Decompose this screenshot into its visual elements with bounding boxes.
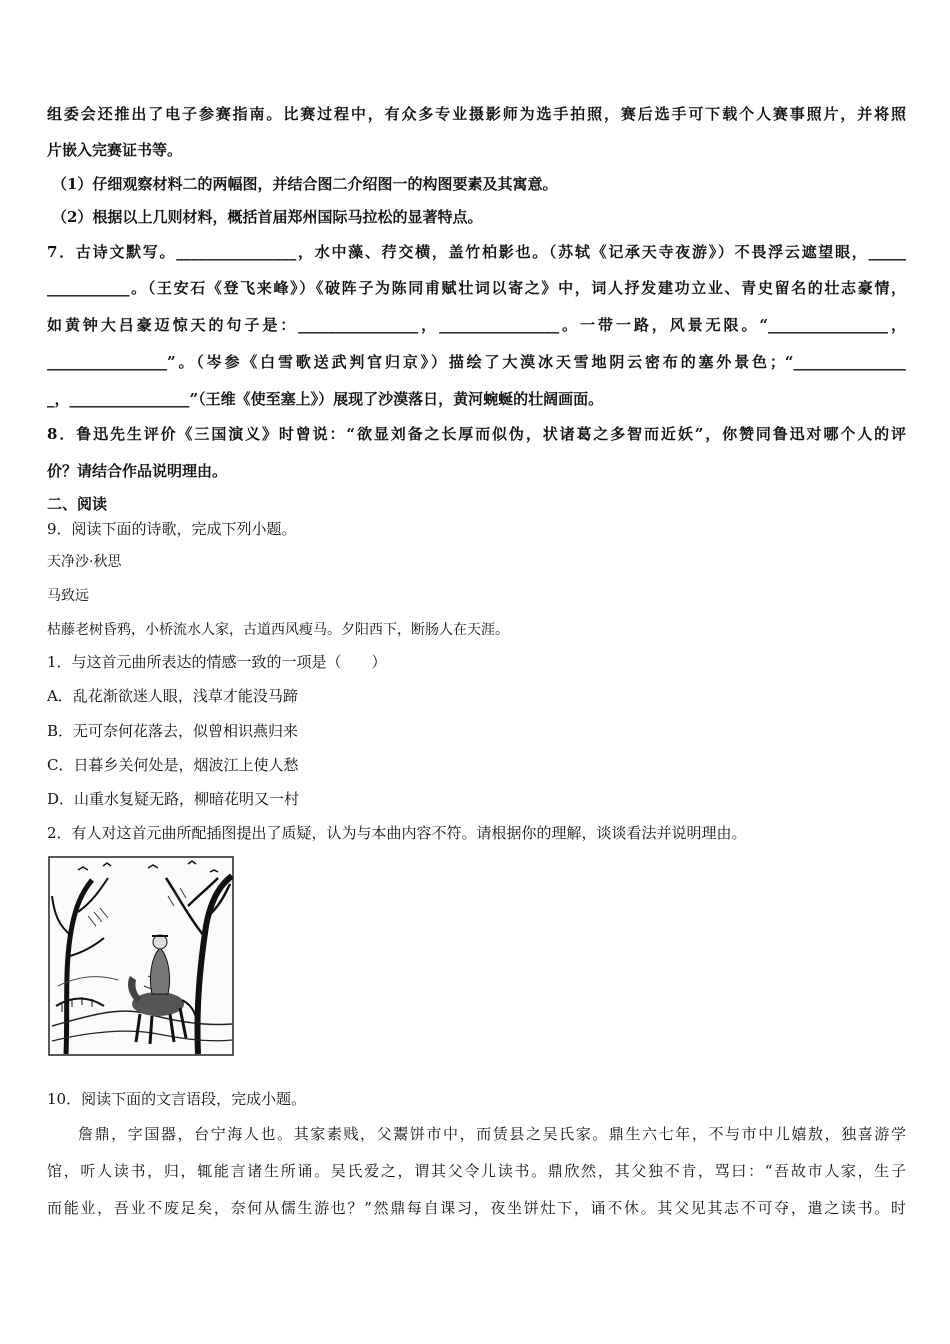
text-line: 组委会还推出了电子参赛指南。比赛过程中，有众多专业摄影师为选手拍照，赛后选手可下载个人赛事照片，并将照 bbox=[47, 105, 906, 123]
section-heading: 二、阅读 bbox=[47, 495, 108, 513]
classical-text-line: 詹鼎，字国器，台宁海人也。其家素贱，父鬻饼市中，而赁县之吴氏家。鼎生六七年，不与市中儿嬉敖，独喜游学 bbox=[78, 1125, 906, 1143]
option-d: D．山重水复疑无路，柳暗花明又一村 bbox=[47, 790, 300, 808]
question-6-1: （1）仔细观察材料二的两幅图，并结合图二介绍图一的构图要素及其寓意。 bbox=[52, 175, 558, 193]
classical-text-line: 馆，听人读书，归，辄能言诸生所诵。吴氏爱之，谓其父令儿读书。鼎欣然，其父独不肯，骂曰：“吾故市人家，生子 bbox=[47, 1162, 906, 1180]
option-b: B．无可奈何花落去，似曾相识燕归来 bbox=[47, 722, 299, 740]
question-9-1: 1．与这首元曲所表达的情感一致的一项是（ ） bbox=[47, 653, 387, 671]
poem-title: 天净沙·秋思 bbox=[47, 554, 122, 570]
question-7: 7．古诗文默写。________________，水中藻、荇交横，盖竹柏影也。（苏轼《记承天寺夜游》）不畏浮云遮望眼，_____ bbox=[47, 243, 906, 261]
question-8: 价？请结合作品说明理由。 bbox=[47, 462, 228, 480]
poem-author: 马致远 bbox=[47, 588, 89, 604]
text-line: 片嵌入完赛证书等。 bbox=[47, 141, 183, 159]
question-6-2: （2）根据以上几则材料，概括首届郑州国际马拉松的显著特点。 bbox=[52, 208, 483, 226]
poem-text: 枯藤老树昏鸦，小桥流水人家，古道西风瘦马。夕阳西下，断肠人在天涯。 bbox=[47, 622, 509, 638]
question-7: _，________________”（王维《使至塞上》）展现了沙漠落日，黄河蜿蜒的壮阔画面。 bbox=[47, 390, 604, 408]
question-9-2: 2．有人对这首元曲所配插图提出了质疑，认为与本曲内容不符。请根据你的理解，谈谈看法并说明理由。 bbox=[47, 824, 747, 842]
classical-text-line: 而能业，吾业不废足矣，奈何从儒生游也？”然鼎每自课习，夜坐饼灶下，诵不休。其父见其志不可夺，遣之读书。时 bbox=[47, 1199, 906, 1217]
question-9: 9．阅读下面的诗歌，完成下列小题。 bbox=[47, 520, 297, 538]
question-8: 8．鲁迅先生评价《三国演义》时曾说：“欲显刘备之长厚而似伪，状诸葛之多智而近妖”，你赞同鲁迅对哪个人的评 bbox=[47, 425, 906, 443]
question-7: 如黄钟大吕豪迈惊天的句子是：________________，________________。一带一路，风景无限。“________________， bbox=[47, 316, 906, 334]
option-a: A．乱花渐欲迷人眼，浅草才能没马蹄 bbox=[47, 687, 298, 705]
poem-illustration bbox=[48, 856, 234, 1056]
option-c: C．日暮乡关何处是，烟波江上使人愁 bbox=[47, 756, 299, 774]
question-7: ___________。（王安石《登飞来峰》）《破阵子为陈同甫赋壮词以寄之》中，词人抒发建功立业、青史留名的壮志豪情， bbox=[47, 279, 906, 297]
question-7: ________________”。（岑参《白雪歌送武判官归京》）描绘了大漠冰天雪地阴云密布的塞外景色；“_______________ bbox=[47, 353, 906, 371]
question-10: 10．阅读下面的文言语段，完成小题。 bbox=[47, 1090, 307, 1108]
